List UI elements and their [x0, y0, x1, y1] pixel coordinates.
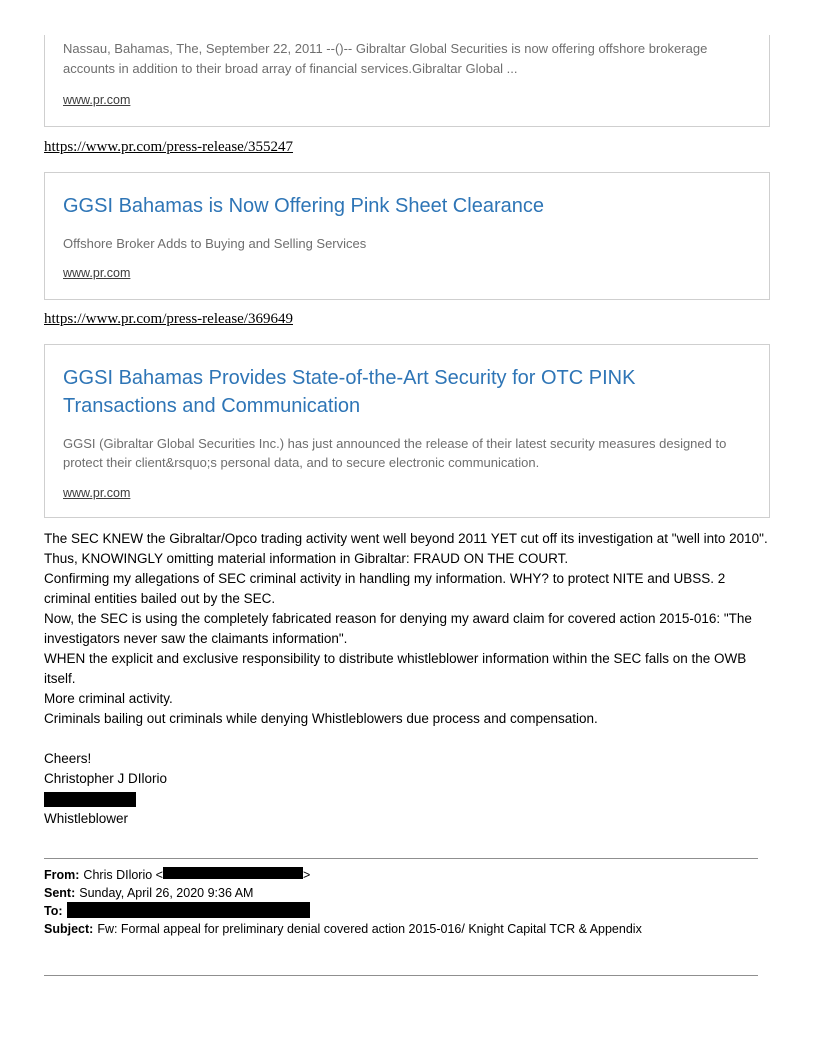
source-link[interactable]: www.pr.com	[63, 266, 131, 280]
redacted-signature-detail	[44, 792, 136, 807]
body-line: WHEN the explicit and exclusive responsibility to distribute whistleblower information within the SEC falls on the OWB itself.	[44, 651, 747, 686]
header-subject-row	[44, 920, 770, 938]
closing-line: Cheers!	[44, 751, 92, 766]
header-to-row	[44, 902, 770, 920]
redacted-recipient	[67, 902, 310, 918]
from-value: Chris DIlorio <	[83, 868, 163, 882]
sent-value: Sunday, April 26, 2020 9:36 AM	[79, 886, 254, 900]
body-line: The SEC KNEW the Gibraltar/Opco trading activity went well beyond 2011 YET cut off its investigation at "well into 2010". Thus, KNOWINGLY omitting material information in Gibraltar: FRAUD ON THE COURT.	[44, 531, 768, 566]
from-close-bracket: >	[302, 868, 311, 882]
forwarded-email-header	[44, 866, 770, 938]
blank-line	[44, 729, 770, 749]
press-release-link-2[interactable]: https://www.pr.com/press-release/369649	[44, 311, 293, 327]
press-release-link-1[interactable]: https://www.pr.com/press-release/355247	[44, 139, 293, 155]
body-line: More criminal activity.	[44, 691, 173, 706]
link-preview-snippet: Nassau, Bahamas, The, September 22, 2011 --()-- Gibraltar Global Securities is now offering offshore brokerage accounts in addition to their broad array of financial services.Gibraltar Global ...	[63, 41, 708, 76]
source-link[interactable]: www.pr.com	[63, 486, 131, 500]
bare-url-row	[44, 138, 770, 156]
redacted-email-address	[163, 867, 303, 879]
signature-name: Christopher J DIlorio	[44, 771, 168, 786]
body-line: Now, the SEC is using the completely fabricated reason for denying my award claim for covered action 2015-016: "The investigators never saw the claimants information".	[44, 611, 752, 646]
subject-label: Subject:	[44, 922, 94, 936]
link-preview-subtitle: Offshore Broker Adds to Buying and Selling Services	[63, 236, 367, 251]
header-from-row	[44, 866, 770, 884]
link-preview-description: GGSI (Gibraltar Global Securities Inc.) has just announced the release of their latest security measures designed to protect their client&rsquo;s personal data, and to secure electronic communication.	[63, 436, 727, 470]
link-preview-title: GGSI Bahamas Provides State-of-the-Art Security for OTC PINK Transactions and Communication	[63, 367, 636, 417]
to-label: To:	[44, 904, 63, 918]
link-preview-title: GGSI Bahamas is Now Offering Pink Sheet Clearance	[63, 195, 544, 217]
from-label: From:	[44, 868, 80, 882]
divider	[44, 858, 758, 859]
link-preview-card-security	[44, 344, 770, 518]
body-line: Criminals bailing out criminals while denying Whistleblowers due process and compensation.	[44, 711, 598, 726]
email-body	[44, 529, 770, 829]
signature-role: Whistleblower	[44, 811, 129, 826]
body-line: Confirming my allegations of SEC criminal activity in handling my information. WHY? to protect NITE and UBSS. 2 criminal entities bailed out by the SEC.	[44, 571, 726, 606]
header-sent-row	[44, 884, 770, 902]
link-preview-card-truncated	[44, 35, 770, 127]
link-preview-card-pink-sheet	[44, 172, 770, 300]
source-link[interactable]: www.pr.com	[63, 93, 131, 107]
subject-value: Fw: Formal appeal for preliminary denial covered action 2015-016/ Knight Capital TCR & Appendix	[97, 922, 642, 936]
divider	[44, 975, 758, 976]
bare-url-row	[44, 310, 770, 328]
sent-label: Sent:	[44, 886, 76, 900]
